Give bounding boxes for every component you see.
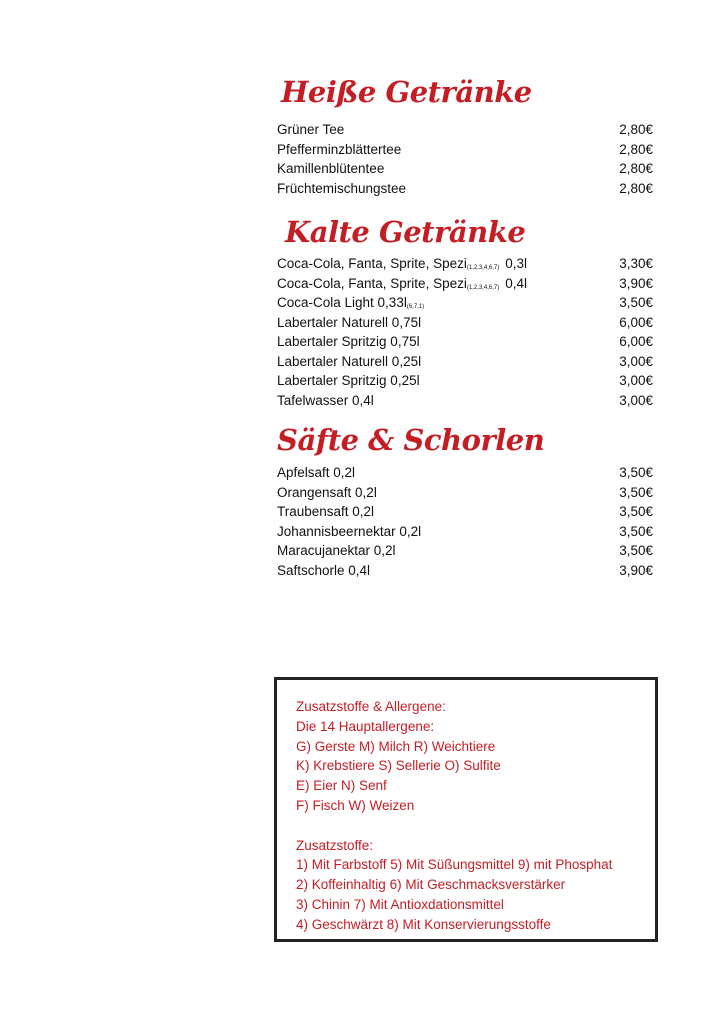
section-juices bbox=[277, 420, 653, 580]
allergen-line: K) Krebstiere S) Sellerie O) Sulfite bbox=[296, 758, 501, 774]
item-price: 3,50€ bbox=[619, 504, 653, 519]
item-price: 3,50€ bbox=[619, 484, 653, 500]
menu-item bbox=[277, 483, 653, 503]
additive-line: 2) Koffeinhaltig 6) Mit Geschmacksverstärker bbox=[296, 877, 566, 893]
allergen-heading: Zusatzstoffe & Allergene: bbox=[296, 699, 446, 714]
menu-item bbox=[277, 254, 653, 274]
item-name-text: Coca-Cola, Fanta, Sprite, Spezi bbox=[277, 256, 467, 271]
section-title: Säfte & Schorlen bbox=[277, 423, 545, 457]
allergen-subheading: Die 14 Hauptallergene: bbox=[296, 718, 435, 734]
allergen-info-content bbox=[277, 680, 655, 935]
menu-item bbox=[277, 371, 653, 391]
item-name: Grüner Tee bbox=[277, 122, 345, 137]
item-price: 3,00€ bbox=[619, 373, 653, 388]
allergen-line: F) Fisch W) Weizen bbox=[296, 797, 415, 813]
section-title: Kalte Getränke bbox=[285, 215, 526, 249]
item-name-text: Coca-Cola, Fanta, Sprite, Spezi bbox=[277, 275, 467, 291]
item-name: Maracujanektar 0,2l bbox=[277, 543, 396, 558]
additive-line: 1) Mit Farbstoff 5) Mit Süßungsmittel 9) mit Phosphat bbox=[296, 857, 613, 873]
section-hot-drinks bbox=[277, 72, 653, 198]
menu-item bbox=[277, 541, 653, 561]
item-price: 2,80€ bbox=[619, 122, 653, 137]
item-name: Pfefferminzblättertee bbox=[277, 141, 402, 157]
item-name: Labertaler Spritzig 0,75l bbox=[277, 334, 420, 349]
item-price: 3,90€ bbox=[619, 562, 653, 578]
divider bbox=[296, 816, 655, 836]
drinks-menu bbox=[277, 62, 653, 580]
menu-item bbox=[277, 120, 653, 140]
menu-item bbox=[277, 159, 653, 179]
item-name: Tafelwasser 0,4l bbox=[277, 392, 374, 408]
item-price: 3,50€ bbox=[619, 543, 653, 558]
item-name: Johannisbeernektar 0,2l bbox=[277, 523, 422, 539]
menu-item bbox=[277, 561, 653, 581]
menu-item bbox=[277, 502, 653, 522]
item-name: Orangensaft 0,2l bbox=[277, 484, 377, 500]
section-title: Heiße Getränke bbox=[281, 75, 532, 109]
allergen-line: G) Gerste M) Milch R) Weichtiere bbox=[296, 738, 496, 754]
additive-line: 4) Geschwärzt 8) Mit Konservierungsstoffe bbox=[296, 916, 551, 932]
allergen-line: E) Eier N) Senf bbox=[296, 778, 387, 794]
item-name: Labertaler Naturell 0,25l bbox=[277, 353, 422, 369]
menu-item bbox=[277, 522, 653, 542]
item-price: 3,50€ bbox=[619, 465, 653, 480]
section-cold-drinks bbox=[277, 212, 653, 410]
additives-heading: Zusatzstoffe: bbox=[296, 837, 374, 853]
allergen-info-box bbox=[274, 677, 658, 942]
item-price: 3,00€ bbox=[619, 392, 653, 408]
item-price: 3,50€ bbox=[619, 295, 653, 310]
item-price: 2,80€ bbox=[619, 180, 653, 196]
menu-item bbox=[277, 352, 653, 372]
item-name: Früchtemischungstee bbox=[277, 180, 407, 196]
item-name: Kamillenblütentee bbox=[277, 161, 385, 176]
item-price: 6,00€ bbox=[619, 334, 653, 349]
additive-codes: (1,2,3,4,6,7) bbox=[466, 265, 500, 271]
item-name: Apfelsaft 0,2l bbox=[277, 465, 356, 480]
menu-item bbox=[277, 140, 653, 160]
item-volume: 0,4l bbox=[505, 275, 527, 291]
additive-codes: (1,2,3,4,6,7) bbox=[466, 284, 500, 291]
additive-codes: (6,7,1) bbox=[406, 304, 425, 310]
item-price: 3,30€ bbox=[619, 256, 653, 271]
menu-item bbox=[277, 313, 653, 333]
menu-item bbox=[277, 274, 653, 294]
additive-line: 3) Chinin 7) Mit Antioxdationsmittel bbox=[296, 896, 504, 912]
item-name-text: Coca-Cola Light 0,33l bbox=[277, 295, 407, 310]
item-price: 3,50€ bbox=[619, 523, 653, 539]
item-volume: 0,3l bbox=[505, 256, 527, 271]
item-price: 2,80€ bbox=[619, 161, 653, 176]
menu-item bbox=[277, 179, 653, 199]
menu-item bbox=[277, 463, 653, 483]
item-price: 3,90€ bbox=[619, 275, 653, 291]
menu-item bbox=[277, 391, 653, 411]
item-name: Labertaler Spritzig 0,25l bbox=[277, 373, 420, 388]
item-price: 3,00€ bbox=[619, 353, 653, 369]
item-price: 6,00€ bbox=[619, 314, 653, 330]
item-price: 2,80€ bbox=[619, 141, 653, 157]
item-name: Traubensaft 0,2l bbox=[277, 504, 375, 519]
item-name: Saftschorle 0,4l bbox=[277, 562, 371, 578]
menu-item bbox=[277, 332, 653, 352]
item-name: Labertaler Naturell 0,75l bbox=[277, 314, 422, 330]
